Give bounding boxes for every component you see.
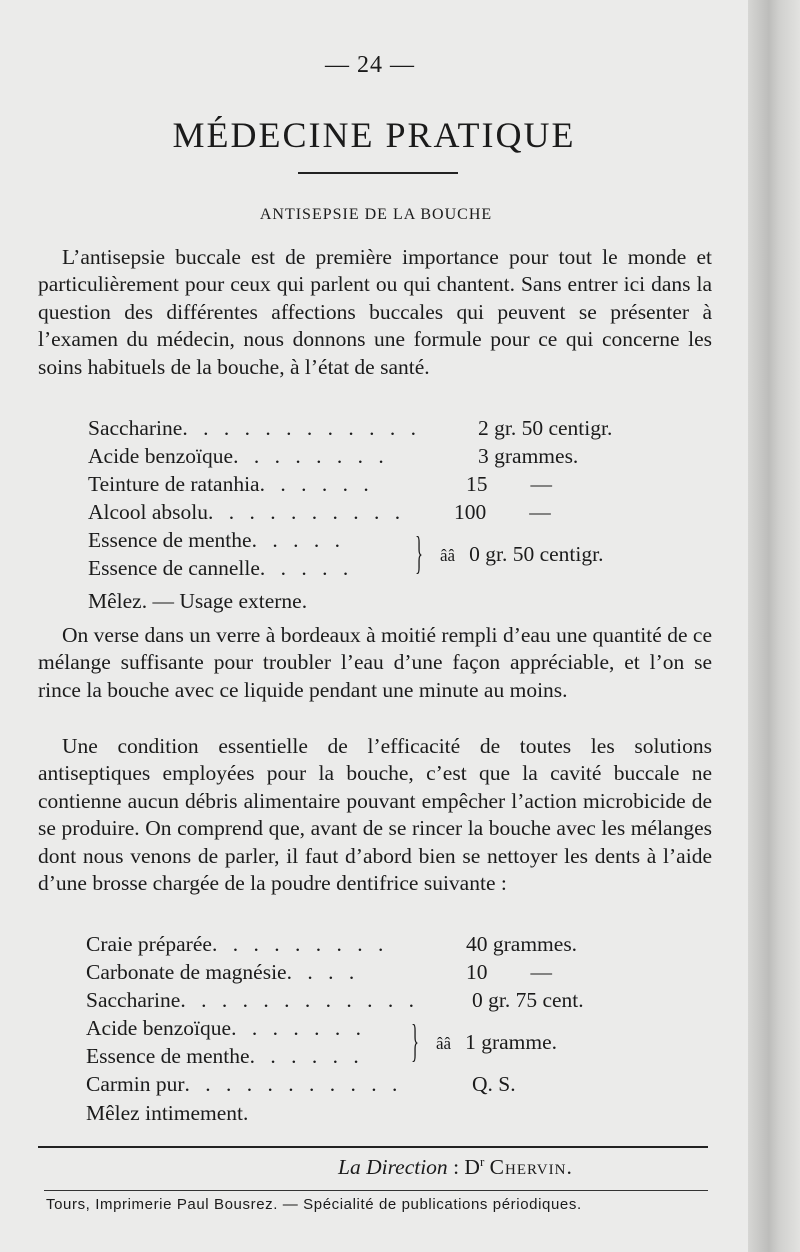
printer-footer: Tours, Imprimerie Paul Bousrez. — Spécialité de publications périodiques. (46, 1196, 582, 1213)
paragraph-cleaning: Une condition essentielle de l’efficacité de toutes les solutions antiseptiques employées pour la bouche, c’est que la cavité buccale ne contienne aucun débris alimentaire pouvant empêcher l’action microbicide de se produire. On comprend que, avant de se rincer la bouche avec les mélanges dont nous venons de parler, il faut d’abord bien se nettoyer les dents à l’aide d’une brosse chargée de la poudre dentifrice suivante : (38, 734, 712, 896)
leader-dots: . . . . . (259, 556, 354, 580)
ingredient-name: Saccharine (88, 416, 183, 440)
ingredient-name: Carbonate de magnésie (86, 960, 287, 984)
paragraph-usage: On verse dans un verre à bordeaux à moitié rempli d’eau une quantité de ce mélange suffisante pour troubler l’eau d’une façon appréciable, et l’on se rince la bouche avec ce liquide pendant une minute au moins. (38, 623, 712, 702)
ingredient-quantity: 0 gr. 75 cent. (472, 988, 584, 1012)
signature (338, 1154, 573, 1180)
leader-dots: . . . . . . . . (233, 444, 389, 468)
section-title: ANTISEPSIE DE LA BOUCHE (259, 206, 493, 223)
leader-dots: . . . . . . . . . . (208, 500, 406, 524)
ingredient-name: Essence de menthe (88, 528, 252, 552)
signature-title-sup: r (479, 1154, 485, 1169)
leader-dots: . . . . . . . . . . . . (180, 988, 419, 1012)
paragraph-intro: L’antisepsie buccale est de première importance pour tout le monde et particulièrement pour ceux qui parlent ou qui chantent. Sans entrer ici dans la question des différentes affections buccales qui peuvent se présenter à l’examen du médecin, nous donnons une formule pour ce qui concerne les soins habituels de la bouche, à l’état de santé. (38, 245, 712, 379)
ingredient-name: Acide benzoïque (86, 1016, 232, 1040)
signature-separator: : (447, 1155, 465, 1180)
ingredient-name: Essence de cannelle (88, 556, 260, 580)
ana-partes-mark: ââ (440, 546, 456, 565)
group-quantity: 0 gr. 50 centigr. (469, 542, 604, 566)
title-rule (298, 172, 458, 174)
bottom-rule (38, 1146, 708, 1148)
ana-partes-mark: ââ (436, 1034, 452, 1053)
leader-dots: . . . . . . . . . . . (184, 1072, 403, 1096)
leader-dots: . . . . . . (259, 472, 374, 496)
ingredient-name: Essence de menthe (86, 1044, 250, 1068)
signature-title: D (464, 1155, 480, 1180)
grouping-brace: } (411, 1015, 419, 1066)
leader-dots: . . . . . . (249, 1044, 364, 1068)
group-quantity: 1 gramme. (465, 1030, 558, 1054)
recipe2-instruction: Mêlez intimement. (86, 1101, 249, 1125)
ingredient-quantity: 15 — (466, 472, 552, 496)
grouping-brace: } (415, 527, 423, 578)
page-edge-shadow (748, 0, 800, 1252)
page-title: MÉDECINE PRATIQUE (172, 115, 576, 155)
ingredient-quantity: Q. S. (472, 1072, 516, 1096)
ingredient-quantity: 3 grammes. (478, 444, 579, 468)
ingredient-quantity: 40 grammes. (466, 932, 578, 956)
ingredient-quantity: 100 — (454, 500, 551, 524)
leader-dots: . . . . (286, 960, 360, 984)
ingredient-name: Teinture de ratanhia (88, 472, 260, 496)
ingredient-name: Carmin pur (86, 1072, 185, 1096)
signature-prefix: La Direction (338, 1155, 448, 1180)
ingredient-name: Saccharine (86, 988, 181, 1012)
recipe1-instruction: Mêlez. — Usage externe. (88, 589, 308, 613)
page-number: — 24 — (325, 52, 415, 78)
leader-dots: . . . . . . . . . . . . (182, 416, 421, 440)
ingredient-name: Craie préparée (86, 932, 212, 956)
ingredient-quantity: 10 — (466, 960, 552, 984)
ingredient-name: Acide benzoïque (88, 444, 234, 468)
leader-dots: . . . . . . . (231, 1016, 366, 1040)
recipe1-group-quantity (440, 542, 603, 567)
signature-name: Chervin. (489, 1155, 573, 1180)
footer-rule (44, 1190, 708, 1191)
ingredient-quantity: 2 gr. 50 centigr. (478, 416, 613, 440)
leader-dots: . . . . . (251, 528, 345, 552)
ingredient-name: Alcool absolu (88, 500, 209, 524)
recipe2-group-quantity (436, 1030, 557, 1055)
leader-dots: . . . . . . . . . (211, 932, 389, 956)
